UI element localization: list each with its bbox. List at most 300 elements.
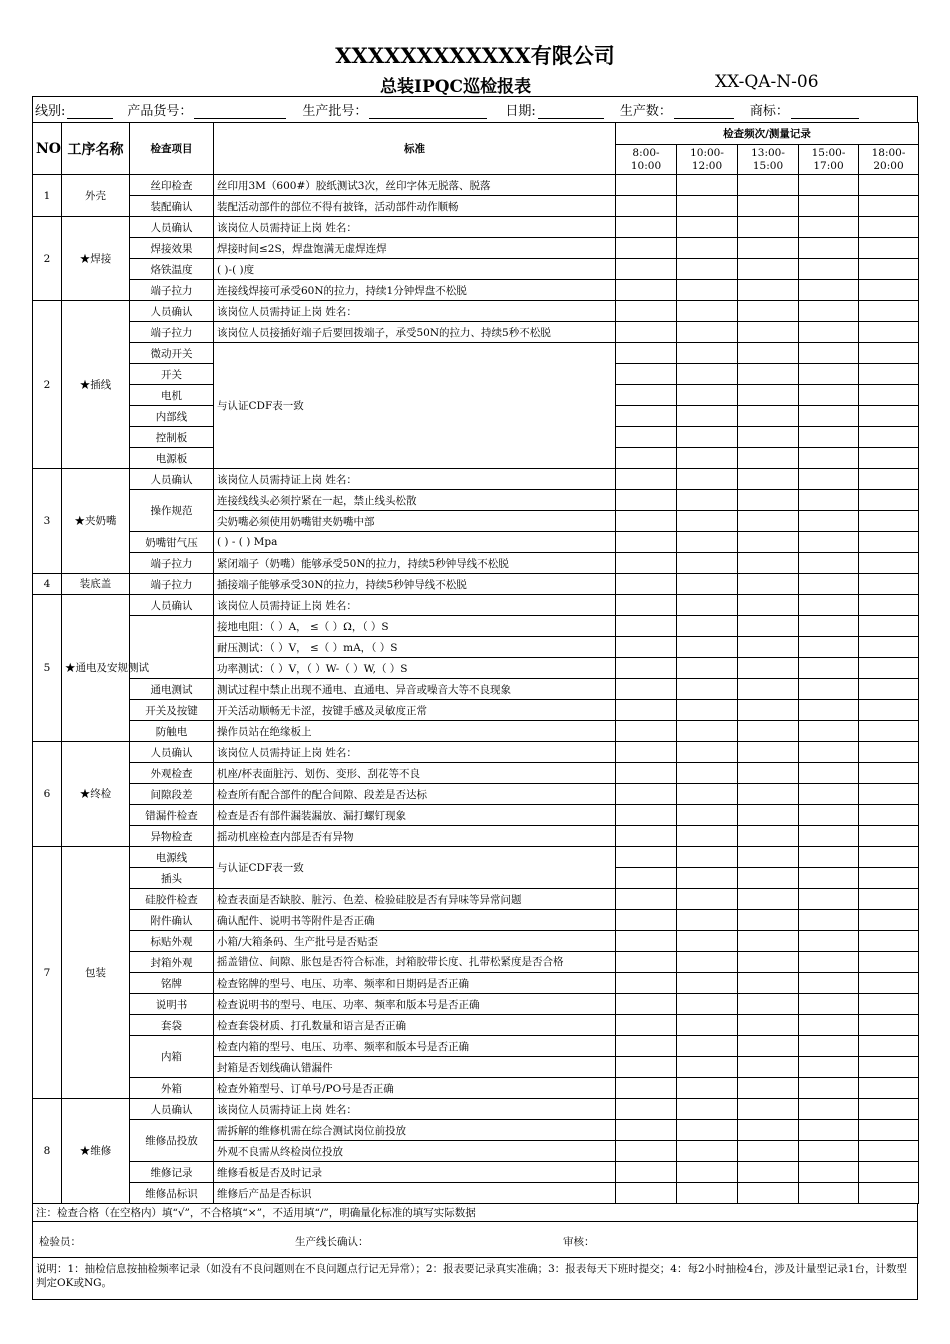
record-cell[interactable] — [677, 364, 738, 385]
check-item: 端子拉力 — [130, 553, 214, 574]
record-cell[interactable] — [799, 1057, 859, 1078]
record-cell[interactable] — [799, 616, 859, 637]
record-cell[interactable] — [799, 343, 859, 364]
record-cell[interactable] — [859, 280, 919, 301]
col-process: 工序名称 — [62, 123, 130, 175]
record-cell[interactable] — [738, 763, 799, 784]
record-cell[interactable] — [799, 259, 859, 280]
record-cell[interactable] — [616, 826, 677, 847]
record-cell[interactable] — [738, 679, 799, 700]
record-cell[interactable] — [859, 784, 919, 805]
record-cell[interactable] — [677, 1099, 738, 1120]
record-cell[interactable] — [677, 1141, 738, 1162]
check-item: 人员确认 — [130, 469, 214, 490]
record-cell[interactable] — [677, 490, 738, 511]
record-cell[interactable] — [859, 847, 919, 868]
record-cell[interactable] — [677, 616, 738, 637]
check-item: 维修记录 — [130, 1162, 214, 1183]
record-cell[interactable] — [859, 364, 919, 385]
record-cell[interactable] — [738, 406, 799, 427]
record-cell[interactable] — [859, 826, 919, 847]
record-cell[interactable] — [799, 322, 859, 343]
record-cell[interactable] — [677, 658, 738, 679]
record-cell[interactable] — [677, 679, 738, 700]
record-cell[interactable] — [738, 553, 799, 574]
record-cell[interactable] — [738, 637, 799, 658]
record-cell[interactable] — [859, 217, 919, 238]
record-cell[interactable] — [859, 742, 919, 763]
record-cell[interactable] — [799, 427, 859, 448]
record-cell[interactable] — [677, 700, 738, 721]
record-cell[interactable] — [859, 679, 919, 700]
record-cell[interactable] — [738, 1120, 799, 1141]
standard-text: 接地电阻：（ ）A， ≤（ ）Ω，（ ）S — [214, 616, 616, 637]
record-cell[interactable] — [859, 994, 919, 1015]
record-cell[interactable] — [616, 847, 677, 868]
record-cell[interactable] — [677, 1162, 738, 1183]
record-cell[interactable] — [738, 1036, 799, 1057]
record-cell[interactable] — [738, 742, 799, 763]
record-cell[interactable] — [799, 196, 859, 217]
record-cell[interactable] — [616, 784, 677, 805]
record-cell[interactable] — [738, 721, 799, 742]
record-cell[interactable] — [616, 616, 677, 637]
record-cell[interactable] — [859, 196, 919, 217]
record-cell[interactable] — [859, 1078, 919, 1099]
record-cell[interactable] — [677, 280, 738, 301]
record-cell[interactable] — [859, 1036, 919, 1057]
record-cell[interactable] — [799, 721, 859, 742]
check-item: 人员确认 — [130, 217, 214, 238]
record-cell[interactable] — [677, 763, 738, 784]
record-cell[interactable] — [616, 574, 677, 595]
record-cell[interactable] — [616, 511, 677, 532]
record-cell[interactable] — [799, 784, 859, 805]
record-cell[interactable] — [799, 280, 859, 301]
record-cell[interactable] — [738, 343, 799, 364]
line-field[interactable] — [67, 105, 113, 119]
record-cell[interactable] — [616, 1162, 677, 1183]
check-item: 封箱外观 — [130, 952, 214, 973]
record-cell[interactable] — [799, 1120, 859, 1141]
record-cell[interactable] — [616, 952, 677, 973]
record-cell[interactable] — [859, 637, 919, 658]
record-cell[interactable] — [738, 658, 799, 679]
record-cell[interactable] — [616, 1183, 677, 1204]
record-cell[interactable] — [799, 679, 859, 700]
record-cell[interactable] — [677, 511, 738, 532]
record-cell[interactable] — [616, 406, 677, 427]
time-slot-label: 15:00- 17:00 — [811, 146, 846, 172]
record-cell[interactable] — [859, 343, 919, 364]
record-cell[interactable] — [616, 427, 677, 448]
record-cell[interactable] — [799, 448, 859, 469]
record-cell[interactable] — [616, 364, 677, 385]
record-cell[interactable] — [738, 1162, 799, 1183]
record-cell[interactable] — [859, 238, 919, 259]
record-cell[interactable] — [799, 532, 859, 553]
record-cell[interactable] — [616, 973, 677, 994]
record-cell[interactable] — [859, 1141, 919, 1162]
record-cell[interactable] — [677, 217, 738, 238]
record-cell[interactable] — [738, 322, 799, 343]
table-row — [33, 238, 919, 259]
standard-text: 检查表面是否缺胶、脏污、色差、检验硅胶是否有异味等异常问题 — [214, 889, 616, 910]
record-cell[interactable] — [677, 742, 738, 763]
record-cell[interactable] — [677, 1015, 738, 1036]
inspection-body — [33, 175, 919, 1204]
record-cell[interactable] — [616, 301, 677, 322]
record-cell[interactable] — [799, 700, 859, 721]
record-cell[interactable] — [616, 1057, 677, 1078]
record-cell[interactable] — [859, 448, 919, 469]
record-cell[interactable] — [738, 511, 799, 532]
record-cell[interactable] — [616, 1036, 677, 1057]
record-cell[interactable] — [799, 511, 859, 532]
standard-text: 装配活动部件的部位不得有披锋，活动部件动作顺畅 — [214, 196, 616, 217]
record-cell[interactable] — [677, 637, 738, 658]
record-cell[interactable] — [738, 448, 799, 469]
record-cell[interactable] — [799, 868, 859, 889]
record-cell[interactable] — [616, 217, 677, 238]
record-cell[interactable] — [799, 1078, 859, 1099]
record-cell[interactable] — [738, 1183, 799, 1204]
check-item: 硅胶件检查 — [130, 889, 214, 910]
record-cell[interactable] — [738, 238, 799, 259]
record-cell[interactable] — [677, 469, 738, 490]
record-cell[interactable] — [616, 637, 677, 658]
record-cell[interactable] — [677, 1057, 738, 1078]
record-cell[interactable] — [799, 1183, 859, 1204]
record-cell[interactable] — [616, 448, 677, 469]
record-cell[interactable] — [799, 490, 859, 511]
time-slot-3 — [738, 145, 799, 175]
record-cell[interactable] — [738, 469, 799, 490]
record-cell[interactable] — [616, 196, 677, 217]
record-cell[interactable] — [799, 238, 859, 259]
record-cell[interactable] — [859, 616, 919, 637]
record-cell[interactable] — [859, 532, 919, 553]
table-row — [33, 763, 919, 784]
record-cell[interactable] — [616, 679, 677, 700]
record-cell[interactable] — [616, 490, 677, 511]
record-cell[interactable] — [859, 721, 919, 742]
record-cell[interactable] — [738, 595, 799, 616]
info-line — [32, 96, 918, 122]
record-cell[interactable] — [738, 280, 799, 301]
record-cell[interactable] — [738, 889, 799, 910]
record-cell[interactable] — [616, 553, 677, 574]
record-cell[interactable] — [799, 1099, 859, 1120]
record-cell[interactable] — [859, 1162, 919, 1183]
record-cell[interactable] — [738, 196, 799, 217]
record-cell[interactable] — [859, 1099, 919, 1120]
record-cell[interactable] — [738, 952, 799, 973]
section-number: 6 — [33, 742, 62, 847]
record-cell[interactable] — [677, 994, 738, 1015]
check-item: 烙铁温度 — [130, 259, 214, 280]
record-cell[interactable] — [799, 994, 859, 1015]
standard-text: 检查铭牌的型号、电压、功率、频率和日期码是否正确 — [214, 973, 616, 994]
record-cell[interactable] — [616, 700, 677, 721]
record-cell[interactable] — [677, 322, 738, 343]
record-cell[interactable] — [677, 574, 738, 595]
record-cell[interactable] — [616, 805, 677, 826]
record-cell[interactable] — [616, 994, 677, 1015]
record-cell[interactable] — [677, 784, 738, 805]
record-cell[interactable] — [738, 259, 799, 280]
table-row — [33, 553, 919, 574]
record-cell[interactable] — [616, 1141, 677, 1162]
record-cell[interactable] — [738, 1141, 799, 1162]
brand-field[interactable] — [791, 105, 859, 119]
batch-no-field[interactable] — [369, 105, 487, 119]
record-cell[interactable] — [616, 469, 677, 490]
record-cell[interactable] — [616, 1015, 677, 1036]
record-cell[interactable] — [616, 343, 677, 364]
record-cell[interactable] — [738, 532, 799, 553]
record-cell[interactable] — [859, 427, 919, 448]
record-cell[interactable] — [616, 238, 677, 259]
record-cell[interactable] — [738, 175, 799, 196]
record-cell[interactable] — [799, 910, 859, 931]
check-item: 电源线 — [130, 847, 214, 868]
table-row — [33, 847, 919, 868]
record-cell[interactable] — [738, 1057, 799, 1078]
record-cell[interactable] — [738, 847, 799, 868]
record-cell[interactable] — [616, 910, 677, 931]
record-cell[interactable] — [738, 301, 799, 322]
record-cell[interactable] — [738, 931, 799, 952]
record-cell[interactable] — [677, 1036, 738, 1057]
record-cell[interactable] — [616, 532, 677, 553]
record-cell[interactable] — [677, 889, 738, 910]
record-cell[interactable] — [859, 763, 919, 784]
line-label: 线别: — [35, 104, 66, 119]
record-cell[interactable] — [799, 364, 859, 385]
record-cell[interactable] — [799, 469, 859, 490]
standard-text: 摇动机座检查内部是否有异物 — [214, 826, 616, 847]
record-cell[interactable] — [799, 931, 859, 952]
standard-text: 摇盖错位、间隙、胀包是否符合标准，封箱胶带长度、扎带松紧度是否合格 — [214, 952, 616, 973]
record-cell[interactable] — [677, 1120, 738, 1141]
record-cell[interactable] — [677, 301, 738, 322]
record-cell[interactable] — [859, 952, 919, 973]
record-cell[interactable] — [616, 280, 677, 301]
record-cell[interactable] — [677, 826, 738, 847]
record-cell[interactable] — [738, 217, 799, 238]
record-cell[interactable] — [859, 385, 919, 406]
record-cell[interactable] — [616, 259, 677, 280]
record-cell[interactable] — [859, 1120, 919, 1141]
record-cell[interactable] — [859, 553, 919, 574]
record-cell[interactable] — [677, 175, 738, 196]
record-cell[interactable] — [859, 868, 919, 889]
record-cell[interactable] — [799, 406, 859, 427]
record-cell[interactable] — [616, 1120, 677, 1141]
standard-text: 与认证CDF表一致 — [214, 343, 616, 469]
record-cell[interactable] — [859, 931, 919, 952]
record-cell[interactable] — [616, 763, 677, 784]
reviewer-label: 审核： — [563, 1236, 595, 1248]
record-cell[interactable] — [738, 700, 799, 721]
record-cell[interactable] — [677, 385, 738, 406]
record-cell[interactable] — [799, 763, 859, 784]
record-cell[interactable] — [677, 238, 738, 259]
record-cell[interactable] — [677, 343, 738, 364]
record-cell[interactable] — [799, 1141, 859, 1162]
record-cell[interactable] — [738, 490, 799, 511]
company-title: XXXXXXXXXXXX有限公司 — [335, 43, 615, 68]
record-cell[interactable] — [859, 889, 919, 910]
standard-text: 外观不良需从终检岗位投放 — [214, 1141, 616, 1162]
record-cell[interactable] — [799, 553, 859, 574]
record-cell[interactable] — [738, 385, 799, 406]
record-cell[interactable] — [799, 217, 859, 238]
record-cell[interactable] — [738, 868, 799, 889]
section-number: 1 — [33, 175, 62, 217]
record-cell[interactable] — [799, 889, 859, 910]
record-cell[interactable] — [616, 721, 677, 742]
check-item: 间隙段差 — [130, 784, 214, 805]
record-cell[interactable] — [859, 511, 919, 532]
record-cell[interactable] — [677, 595, 738, 616]
time-slot-5 — [859, 145, 919, 175]
record-cell[interactable] — [859, 490, 919, 511]
record-cell[interactable] — [799, 301, 859, 322]
record-cell[interactable] — [738, 826, 799, 847]
process-name: ★通电及安规测试 — [62, 595, 130, 742]
record-cell[interactable] — [799, 637, 859, 658]
record-cell[interactable] — [677, 952, 738, 973]
record-cell[interactable] — [616, 595, 677, 616]
record-cell[interactable] — [799, 1015, 859, 1036]
record-cell[interactable] — [616, 889, 677, 910]
record-cell[interactable] — [859, 973, 919, 994]
record-cell[interactable] — [738, 910, 799, 931]
record-cell[interactable] — [677, 973, 738, 994]
check-item: 维修品标识 — [130, 1183, 214, 1204]
record-cell[interactable] — [738, 973, 799, 994]
record-cell[interactable] — [859, 595, 919, 616]
record-cell[interactable] — [677, 910, 738, 931]
record-cell[interactable] — [859, 406, 919, 427]
record-cell[interactable] — [738, 427, 799, 448]
record-cell[interactable] — [738, 1078, 799, 1099]
record-cell[interactable] — [799, 1162, 859, 1183]
record-cell[interactable] — [799, 805, 859, 826]
record-cell[interactable] — [616, 868, 677, 889]
record-cell[interactable] — [677, 1078, 738, 1099]
standard-text: 检查是否有部件漏装漏放、漏打螺钉现象 — [214, 805, 616, 826]
date-label: 日期: — [505, 104, 536, 119]
record-cell[interactable] — [616, 742, 677, 763]
record-cell[interactable] — [859, 259, 919, 280]
check-item: 装配确认 — [130, 196, 214, 217]
record-cell[interactable] — [859, 322, 919, 343]
record-cell[interactable] — [677, 805, 738, 826]
record-cell[interactable] — [677, 532, 738, 553]
record-cell[interactable] — [799, 574, 859, 595]
record-cell[interactable] — [859, 574, 919, 595]
record-cell[interactable] — [616, 1078, 677, 1099]
record-cell[interactable] — [677, 427, 738, 448]
record-cell[interactable] — [677, 931, 738, 952]
record-cell[interactable] — [616, 931, 677, 952]
check-item: 操作规范 — [130, 490, 214, 532]
record-cell[interactable] — [677, 196, 738, 217]
qty-field[interactable] — [674, 105, 734, 119]
record-cell[interactable] — [738, 574, 799, 595]
record-cell[interactable] — [677, 553, 738, 574]
record-cell[interactable] — [859, 1015, 919, 1036]
record-cell[interactable] — [738, 1015, 799, 1036]
record-cell[interactable] — [799, 742, 859, 763]
record-cell[interactable] — [859, 910, 919, 931]
record-cell[interactable] — [799, 973, 859, 994]
check-item: 控制板 — [130, 427, 214, 448]
record-cell[interactable] — [859, 1183, 919, 1204]
record-cell[interactable] — [738, 1099, 799, 1120]
record-cell[interactable] — [616, 385, 677, 406]
section-number: 5 — [33, 595, 62, 742]
check-item: 开关及按键 — [130, 700, 214, 721]
record-cell[interactable] — [799, 385, 859, 406]
record-cell[interactable] — [799, 658, 859, 679]
record-cell[interactable] — [677, 721, 738, 742]
standard-text: 该岗位人员需持证上岗 姓名： — [214, 595, 616, 616]
product-no-field[interactable] — [194, 105, 286, 119]
record-cell[interactable] — [859, 700, 919, 721]
record-cell[interactable] — [616, 1099, 677, 1120]
record-cell[interactable] — [859, 805, 919, 826]
record-cell[interactable] — [859, 301, 919, 322]
record-cell[interactable] — [677, 448, 738, 469]
standard-text: 开关活动顺畅无卡涩，按键手感及灵敏度正常 — [214, 700, 616, 721]
record-cell[interactable] — [738, 784, 799, 805]
record-cell[interactable] — [738, 805, 799, 826]
check-item: 插头 — [130, 868, 214, 889]
record-cell[interactable] — [677, 847, 738, 868]
table-row — [33, 931, 919, 952]
record-cell[interactable] — [616, 658, 677, 679]
record-cell[interactable] — [616, 322, 677, 343]
record-cell[interactable] — [859, 658, 919, 679]
record-cell[interactable] — [677, 259, 738, 280]
record-cell[interactable] — [738, 994, 799, 1015]
record-cell[interactable] — [859, 175, 919, 196]
table-row — [33, 280, 919, 301]
table-row — [33, 1099, 919, 1120]
record-cell[interactable] — [677, 406, 738, 427]
record-cell[interactable] — [738, 364, 799, 385]
record-cell[interactable] — [799, 952, 859, 973]
record-cell[interactable] — [677, 1183, 738, 1204]
record-cell[interactable] — [799, 847, 859, 868]
record-cell[interactable] — [799, 1036, 859, 1057]
record-cell[interactable] — [799, 595, 859, 616]
standard-text: 该岗位人员需持证上岗 姓名： — [214, 1099, 616, 1120]
record-cell[interactable] — [677, 868, 738, 889]
record-cell[interactable] — [859, 469, 919, 490]
brand-label: 商标： — [749, 104, 789, 119]
record-cell[interactable] — [859, 1057, 919, 1078]
record-cell[interactable] — [799, 826, 859, 847]
record-cell[interactable] — [738, 616, 799, 637]
date-field[interactable] — [538, 105, 604, 119]
record-cell[interactable] — [799, 175, 859, 196]
record-cell[interactable] — [616, 175, 677, 196]
